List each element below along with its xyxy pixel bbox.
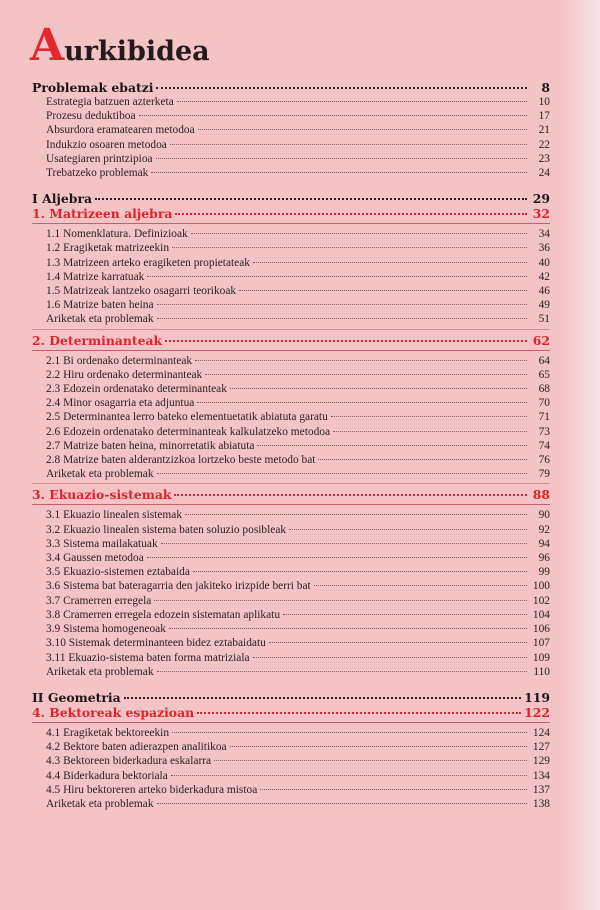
toc-page-number: 106 xyxy=(532,623,550,636)
toc-entry-title: 2.1 Bi ordenako determinanteak xyxy=(46,354,193,367)
toc-page-number: 24 xyxy=(538,167,550,180)
toc-entry[interactable] xyxy=(32,453,550,467)
toc-page-number: 22 xyxy=(538,138,550,151)
toc-entry-title: 2.3 Edozein ordenatako determinanteak xyxy=(46,383,227,396)
toc-chapter-heading[interactable] xyxy=(32,487,550,502)
dot-leader xyxy=(333,431,527,432)
dot-leader xyxy=(257,445,527,446)
dot-leader xyxy=(177,101,527,102)
page-title xyxy=(30,20,210,72)
toc-entry[interactable] xyxy=(32,754,550,768)
toc-page-number: 92 xyxy=(538,523,550,536)
toc-entry-title: 4.4 Biderkadura bektoriala xyxy=(46,769,168,782)
toc-page-number: 79 xyxy=(538,468,550,481)
toc-entry-title: 3. Ekuazio-sistemak xyxy=(32,487,172,503)
toc-entry-title: 4.3 Bektoreen biderkadura eskalarra xyxy=(46,755,212,768)
toc-entry-title: Trebatzeko problemak xyxy=(46,167,149,180)
toc-entry-title: 4.5 Hiru bektoreren arteko biderkadura mistoa xyxy=(46,783,258,796)
dot-leader xyxy=(171,775,527,776)
toc-entry-title: 1.4 Matrize karratuak xyxy=(46,270,145,283)
toc-entry-title: 3.11 Ekuazio-sistema baten forma matriziala xyxy=(46,651,250,664)
toc-entry[interactable] xyxy=(32,797,550,811)
toc-entry-title: 3.8 Cramerren erregela edozein sistematan aplikatu xyxy=(46,608,281,621)
toc-page-number: 71 xyxy=(538,411,550,424)
toc-entry-title: Ariketak eta problemak xyxy=(46,313,154,326)
toc-page-number: 51 xyxy=(538,313,550,326)
dot-leader xyxy=(185,514,527,515)
toc-entry-title: Absurdora eramatearen metodoa xyxy=(46,124,195,137)
dot-leader xyxy=(151,172,527,173)
toc-page-number: 65 xyxy=(538,368,550,381)
dot-leader xyxy=(169,628,527,629)
toc-entry[interactable] xyxy=(32,636,550,650)
toc-page-number: 17 xyxy=(538,110,550,123)
toc-page-number: 96 xyxy=(538,552,550,565)
toc-entry-title: 4.2 Bektore baten adierazpen analitikoa xyxy=(46,741,227,754)
dot-leader xyxy=(260,789,527,790)
toc-page-number: 110 xyxy=(533,665,550,678)
dot-leader xyxy=(147,276,527,277)
toc-entry[interactable] xyxy=(32,298,550,312)
toc-entry-title: 1.6 Matrize baten heina xyxy=(46,299,154,312)
toc-chapter-heading[interactable] xyxy=(32,206,550,221)
chapter-underline xyxy=(32,722,550,723)
dot-leader xyxy=(205,374,527,375)
toc-page-number: 90 xyxy=(538,509,550,522)
toc-page-number: 88 xyxy=(532,487,550,503)
toc-entry-title: 3.7 Cramerren erregela xyxy=(46,594,152,607)
dot-leader xyxy=(253,657,527,658)
toc-page-number: 46 xyxy=(538,285,550,298)
toc-entry-title: II Geometria xyxy=(32,689,121,705)
toc-entry-title: Ariketak eta problemak xyxy=(46,665,154,678)
toc-page-number: 21 xyxy=(538,124,550,137)
dot-leader xyxy=(124,697,522,699)
dot-leader xyxy=(139,115,527,116)
section-gap xyxy=(32,679,550,690)
toc-entry[interactable] xyxy=(32,138,550,152)
dot-leader xyxy=(318,459,527,460)
dot-leader xyxy=(161,543,527,544)
title-initial: A xyxy=(30,20,65,71)
toc-entry[interactable] xyxy=(32,382,550,396)
toc-entry[interactable] xyxy=(32,410,550,424)
dot-leader xyxy=(165,340,527,342)
toc-entry[interactable] xyxy=(32,425,550,439)
toc-page-number: 62 xyxy=(532,332,550,348)
toc-entry-title: Indukzio osoaren metodoa xyxy=(46,138,167,151)
toc-page-number: 129 xyxy=(532,755,550,768)
toc-part-heading[interactable] xyxy=(32,690,550,705)
dot-leader xyxy=(174,494,527,496)
toc-entry[interactable] xyxy=(32,368,550,382)
chapter-underline xyxy=(32,504,550,505)
dot-leader xyxy=(95,198,527,200)
toc-page-number: 100 xyxy=(532,580,550,593)
dot-leader xyxy=(253,262,527,263)
toc-entry-title: Problemak ebatzi xyxy=(32,80,154,95)
toc-page-number: 104 xyxy=(532,608,550,621)
toc-entry-title: 2.8 Matrize baten alderantzizkoa lortzeko beste metodo bat xyxy=(46,454,316,467)
toc-entry-title: 4. Bektoreak espazioan xyxy=(32,704,195,720)
toc-entry-title: 3.2 Ekuazio linealen sistema baten soluzio posibleak xyxy=(46,523,287,536)
toc-entry-title: 3.9 Sistema homogeneoak xyxy=(46,623,166,636)
toc-entry[interactable] xyxy=(32,508,550,522)
toc-entry[interactable] xyxy=(32,551,550,565)
toc-entry-title: 2.5 Determinantea lerro bateko elementuetatik abiatuta garatu xyxy=(46,411,328,424)
toc-entry[interactable] xyxy=(32,665,550,679)
dot-leader xyxy=(283,614,527,615)
toc-page-number: 70 xyxy=(538,397,550,410)
toc-entry[interactable] xyxy=(32,241,550,255)
toc-entry[interactable] xyxy=(32,622,550,636)
toc-entry[interactable] xyxy=(32,783,550,797)
toc-entry[interactable] xyxy=(32,109,550,123)
toc-page-number: 74 xyxy=(538,439,550,452)
dot-leader xyxy=(147,557,527,558)
toc-entry[interactable] xyxy=(32,396,550,410)
toc-entry[interactable] xyxy=(32,439,550,453)
toc-entry[interactable] xyxy=(32,594,550,608)
dot-leader xyxy=(198,129,527,130)
toc-page-number: 8 xyxy=(541,80,550,95)
toc-page-number: 32 xyxy=(532,206,550,222)
toc-entry[interactable] xyxy=(32,651,550,665)
toc-entry-title: Prozesu deduktiboa xyxy=(46,110,136,123)
dot-leader xyxy=(157,318,527,319)
toc-chapter-heading[interactable] xyxy=(32,705,550,720)
toc-entry[interactable] xyxy=(32,227,550,241)
toc-part-heading[interactable] xyxy=(32,80,550,95)
toc-entry-title: 2.7 Matrize baten heina, minorretatik abiatuta xyxy=(46,439,255,452)
toc-entry-title: I Aljebra xyxy=(32,191,93,207)
dot-leader xyxy=(230,746,527,747)
toc-entry-title: 3.5 Ekuazio-sistemen eztabaida xyxy=(46,566,190,579)
toc-entry-title: Estrategia batzuen azterketa xyxy=(46,96,174,108)
toc-page-number: 76 xyxy=(538,454,550,467)
toc-page-number: 42 xyxy=(538,270,550,283)
toc-page-number: 94 xyxy=(538,537,550,550)
toc-page-number: 127 xyxy=(532,741,550,754)
toc-entry[interactable] xyxy=(32,152,550,166)
toc-page-number: 23 xyxy=(538,152,550,165)
toc-entry-title: 2.4 Minor osagarria eta adjuntua xyxy=(46,397,195,410)
dot-leader xyxy=(157,304,527,305)
dot-leader xyxy=(331,416,527,417)
toc-entry[interactable] xyxy=(32,270,550,284)
toc-entry-title: Ariketak eta problemak xyxy=(46,797,154,810)
dot-leader xyxy=(191,233,527,234)
dot-leader xyxy=(289,529,527,530)
toc-page-number: 107 xyxy=(532,637,550,650)
toc-entry-title: 3.3 Sistema mailakatuak xyxy=(46,537,158,550)
section-gap xyxy=(32,180,550,191)
dot-leader xyxy=(193,571,527,572)
toc-page-number: 36 xyxy=(538,242,550,255)
toc-entry-title: 3.6 Sistema bat bateragarria den jakiteko irizpide berri bat xyxy=(46,580,311,593)
dot-leader xyxy=(269,642,527,643)
dot-leader xyxy=(156,158,527,159)
chapter-underline xyxy=(32,223,550,224)
toc-entry[interactable] xyxy=(32,726,550,740)
dot-leader xyxy=(172,732,527,733)
toc-entry-title: 1.3 Matrizeen arteko eragiketen propietateak xyxy=(46,256,250,269)
toc-page-number: 102 xyxy=(532,594,550,607)
toc-part-heading[interactable] xyxy=(32,191,550,206)
toc-page-number: 99 xyxy=(538,566,550,579)
toc-entry-title: 4.1 Eragiketak bektoreekin xyxy=(46,726,170,739)
toc-page-number: 122 xyxy=(524,704,550,720)
toc-page-number: 109 xyxy=(532,651,550,664)
toc-entry[interactable] xyxy=(32,256,550,270)
toc-entry[interactable] xyxy=(32,284,550,298)
toc-entry[interactable] xyxy=(32,740,550,754)
toc-entry[interactable] xyxy=(32,769,550,783)
dot-leader xyxy=(157,803,527,804)
toc-entry[interactable] xyxy=(32,523,550,537)
dot-leader xyxy=(197,712,521,714)
dot-leader xyxy=(154,600,527,601)
toc-entry-title: 3.1 Ekuazio linealen sistemak xyxy=(46,509,183,522)
dot-leader xyxy=(156,87,527,89)
dot-leader xyxy=(214,760,527,761)
toc-page-number: 119 xyxy=(524,689,550,705)
toc-entry-title: 2.6 Edozein ordenatako determinanteak kalkulatzeko metodoa xyxy=(46,425,331,438)
toc-entry-title: 2.2 Hiru ordenako determinanteak xyxy=(46,368,203,381)
dot-leader xyxy=(239,290,527,291)
dot-leader xyxy=(195,360,527,361)
toc-entry[interactable] xyxy=(32,579,550,593)
toc-entry-title: 1.5 Matrizeak lantzeko osagarri teorikoak xyxy=(46,285,237,298)
dot-leader xyxy=(314,585,527,586)
page-edge-shadow xyxy=(560,0,600,910)
toc-entry[interactable] xyxy=(32,608,550,622)
toc-entry[interactable] xyxy=(32,312,550,326)
toc-entry[interactable] xyxy=(32,95,550,109)
chapter-underline xyxy=(32,350,550,351)
dot-leader xyxy=(197,402,527,403)
toc-page-number: 134 xyxy=(532,769,550,782)
dot-leader xyxy=(172,247,527,248)
toc-page-number: 40 xyxy=(538,256,550,269)
toc-entry[interactable] xyxy=(32,467,550,481)
toc-entry[interactable] xyxy=(32,123,550,137)
toc-entry[interactable] xyxy=(32,537,550,551)
toc-page-number: 49 xyxy=(538,299,550,312)
toc-chapter-heading[interactable] xyxy=(32,333,550,348)
dot-leader xyxy=(157,671,527,672)
toc-entry[interactable] xyxy=(32,354,550,368)
dot-leader xyxy=(175,213,527,215)
toc-entry-title: 1.1 Nomenklatura. Definizioak xyxy=(46,228,188,241)
chapter-divider xyxy=(32,329,550,330)
toc-entry-title: Ariketak eta problemak xyxy=(46,468,154,481)
toc-page-number: 138 xyxy=(532,797,550,810)
toc-page-number: 64 xyxy=(538,354,550,367)
toc-page-number: 34 xyxy=(538,228,550,241)
toc-entry-title: 3.10 Sistemak determinanteen bidez eztabaidatu xyxy=(46,637,266,650)
toc-entry-title: 3.4 Gaussen metodoa xyxy=(46,552,144,565)
toc-entry-title: Usategiaren printzipioa xyxy=(46,152,153,165)
toc-entry-title: 1. Matrizeen aljebra xyxy=(32,206,173,222)
toc-entry[interactable] xyxy=(32,565,550,579)
toc-page-number: 68 xyxy=(538,383,550,396)
toc-entry-title: 2. Determinanteak xyxy=(32,332,163,348)
table-of-contents xyxy=(32,80,550,811)
chapter-divider xyxy=(32,483,550,484)
toc-page-number: 73 xyxy=(538,425,550,438)
toc-entry-title: 1.2 Eragiketak matrizeekin xyxy=(46,242,170,255)
dot-leader xyxy=(170,144,527,145)
title-rest: urkibidea xyxy=(64,36,210,67)
dot-leader xyxy=(230,388,527,389)
toc-page-number: 124 xyxy=(532,726,550,739)
toc-page-number: 29 xyxy=(532,191,550,207)
dot-leader xyxy=(157,473,527,474)
toc-entry[interactable] xyxy=(32,166,550,180)
toc-page-number: 10 xyxy=(538,96,550,108)
toc-page-number: 137 xyxy=(532,783,550,796)
